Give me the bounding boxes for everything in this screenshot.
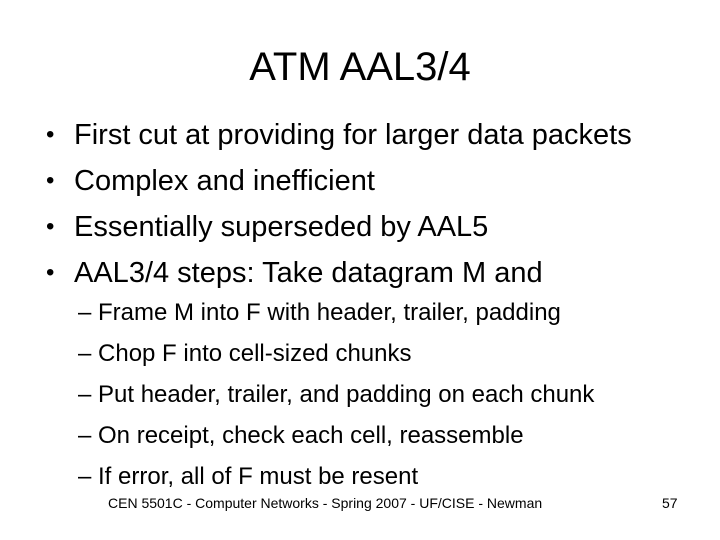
sub-bullet-item: – Put header, trailer, and padding on each chunk (78, 381, 595, 408)
bullet-text: AAL3/4 steps: Take datagram M and (74, 257, 543, 289)
sub-bullet-item: – On receipt, check each cell, reassemble (78, 422, 524, 449)
sub-bullet-list (0, 292, 594, 497)
bullet-text: Essentially superseded by AAL5 (74, 211, 489, 243)
bullet-marker: • (46, 213, 55, 240)
bullet-marker: • (46, 259, 55, 286)
bullet-text: First cut at providing for larger data packets (74, 119, 632, 151)
sub-bullet-item: – Frame M into F with header, trailer, padding (78, 299, 561, 326)
footer-text: CEN 5501C - Computer Networks - Spring 2007 - UF/CISE - Newman (108, 495, 543, 511)
sub-bullet-item: – Chop F into cell-sized chunks (78, 340, 412, 367)
bullet-marker: • (46, 121, 55, 148)
bullet-text: Complex and inefficient (74, 165, 375, 197)
sub-bullet-item: – If error, all of F must be resent (78, 463, 419, 490)
slide-title: ATM AAL3/4 (249, 45, 471, 89)
bullet-marker: • (46, 167, 55, 194)
page-number: 57 (662, 495, 678, 511)
